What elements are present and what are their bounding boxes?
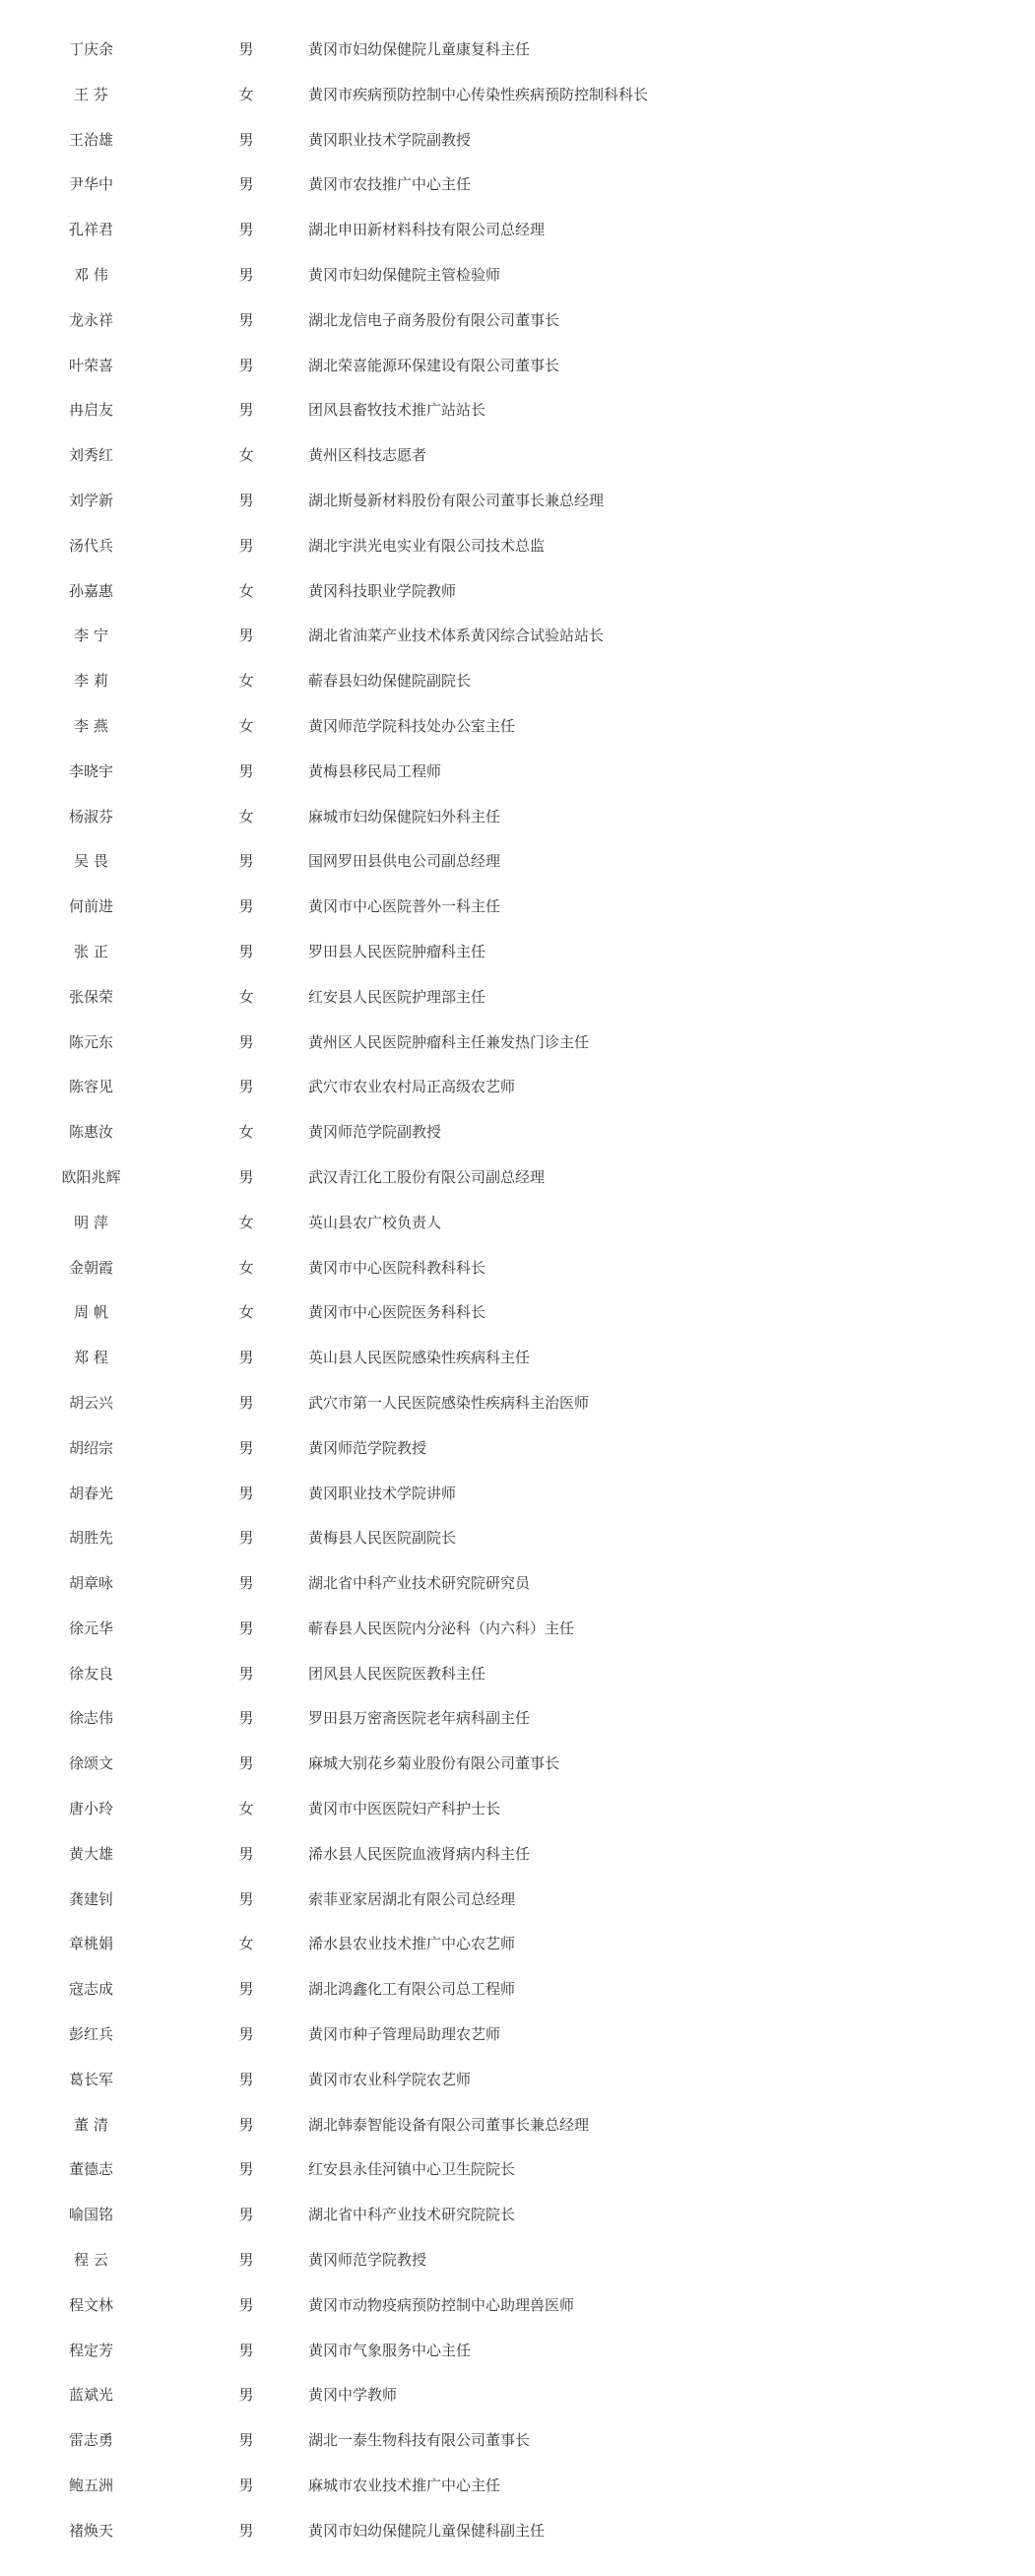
person-unit-title: 黄冈中学教师 — [308, 2386, 398, 2405]
person-name: 龚建钊 — [68, 1889, 113, 1908]
person-unit-title: 蕲春县人民医院内分泌科（内六科）主任 — [308, 1618, 575, 1637]
person-name: 雷志勇 — [68, 2431, 113, 2450]
person-unit-title: 湖北鸿鑫化工有限公司总工程师 — [308, 1980, 516, 1999]
person-name: 唐小玲 — [68, 1800, 113, 1818]
person-gender: 男 — [238, 1167, 254, 1186]
person-unit-title: 黄冈市农业科学院农艺师 — [308, 2070, 472, 2088]
person-name: 喻国铭 — [68, 2206, 113, 2224]
person-unit-title: 湖北申田新材料科技有限公司总经理 — [308, 221, 546, 239]
person-gender: 男 — [238, 2206, 254, 2224]
roster-row — [0, 2329, 1035, 2374]
person-gender: 女 — [238, 446, 254, 465]
person-name: 吴 畏 — [74, 852, 108, 871]
person-unit-title: 英山县人民医院感染性疾病科主任 — [308, 1349, 531, 1367]
roster-list — [0, 28, 1035, 2554]
person-unit-title: 浠水县人民医院血液肾病内科主任 — [308, 1844, 531, 1863]
person-name: 葛长军 — [68, 2070, 113, 2088]
person-gender: 男 — [238, 40, 254, 58]
roster-row — [0, 2147, 1035, 2193]
roster-row — [0, 1787, 1035, 1832]
person-gender: 男 — [238, 1349, 254, 1367]
person-name: 李 宁 — [74, 627, 108, 645]
person-unit-title: 黄冈师范学院教授 — [308, 1438, 427, 1457]
person-gender: 女 — [238, 1123, 254, 1142]
roster-row — [0, 1201, 1035, 1246]
person-unit-title: 黄冈师范学院科技处办公室主任 — [308, 716, 516, 735]
person-unit-title: 黄冈市中心医院科教科科长 — [308, 1258, 486, 1277]
roster-row — [0, 1516, 1035, 1561]
person-unit-title: 湖北龙信电子商务股份有限公司董事长 — [308, 310, 560, 329]
person-unit-title: 湖北斯曼新材料股份有限公司董事长兼总经理 — [308, 491, 605, 509]
person-gender: 男 — [238, 2251, 254, 2270]
roster-row — [0, 1290, 1035, 1336]
roster-row — [0, 1742, 1035, 1787]
roster-row — [0, 118, 1035, 164]
person-name: 刘学新 — [68, 491, 113, 509]
roster-row — [0, 253, 1035, 298]
person-unit-title: 红安县永佳河镇中心卫生院院长 — [308, 2160, 516, 2179]
person-gender: 男 — [238, 175, 254, 194]
roster-row — [0, 1381, 1035, 1426]
person-name: 胡胜先 — [68, 1529, 113, 1548]
roster-row — [0, 569, 1035, 615]
person-name: 叶荣喜 — [68, 356, 113, 374]
person-name: 李晓宇 — [68, 761, 113, 780]
person-name: 尹华中 — [68, 175, 113, 194]
person-name: 陈元东 — [68, 1032, 113, 1051]
person-gender: 女 — [238, 85, 254, 103]
person-gender: 男 — [238, 1709, 254, 1728]
person-gender: 女 — [238, 672, 254, 691]
roster-row — [0, 1832, 1035, 1878]
person-name: 鲍五洲 — [68, 2477, 113, 2495]
person-unit-title: 黄州区科技志愿者 — [308, 446, 427, 465]
person-gender: 男 — [238, 491, 254, 509]
person-name: 郑 程 — [74, 1349, 108, 1367]
person-unit-title: 黄梅县移民局工程师 — [308, 761, 442, 780]
person-name: 程文林 — [68, 2295, 113, 2314]
person-gender: 男 — [238, 761, 254, 780]
person-gender: 男 — [238, 2521, 254, 2540]
roster-row — [0, 1336, 1035, 1381]
roster-row — [0, 433, 1035, 479]
person-name: 黄大雄 — [68, 1844, 113, 1863]
person-gender: 男 — [238, 1032, 254, 1051]
person-gender: 男 — [238, 221, 254, 239]
roster-row — [0, 1021, 1035, 1066]
person-unit-title: 黄冈市动物疫病预防控制中心助理兽医师 — [308, 2295, 575, 2314]
person-gender: 男 — [238, 1889, 254, 1908]
person-gender: 男 — [238, 1844, 254, 1863]
person-unit-title: 黄冈市中医医院妇产科护士长 — [308, 1800, 501, 1818]
roster-row — [0, 2013, 1035, 2058]
person-name: 徐友良 — [68, 1664, 113, 1683]
person-unit-title: 黄冈市中心医院医务科科长 — [308, 1303, 486, 1322]
roster-row — [0, 1607, 1035, 1652]
person-unit-title: 武穴市农业农村局正高级农艺师 — [308, 1078, 516, 1096]
person-name: 徐志伟 — [68, 1709, 113, 1728]
person-gender: 男 — [238, 1618, 254, 1637]
roster-row — [0, 1967, 1035, 2013]
person-name: 彭红兵 — [68, 2025, 113, 2044]
person-gender: 男 — [238, 1438, 254, 1457]
person-name: 王 芬 — [74, 85, 108, 103]
roster-row — [0, 2418, 1035, 2464]
person-gender: 男 — [238, 1078, 254, 1096]
person-gender: 女 — [238, 987, 254, 1006]
person-unit-title: 湖北韩泰智能设备有限公司董事长兼总经理 — [308, 2115, 590, 2134]
roster-row — [0, 1246, 1035, 1291]
person-unit-title: 罗田县人民医院肿瘤科主任 — [308, 942, 486, 960]
roster-row — [0, 2373, 1035, 2418]
person-unit-title: 蕲春县妇幼保健院副院长 — [308, 672, 472, 691]
roster-row — [0, 1426, 1035, 1472]
person-unit-title: 黄冈师范学院教授 — [308, 2251, 427, 2270]
person-unit-title: 索菲亚家居湖北有限公司总经理 — [308, 1889, 516, 1908]
person-gender: 男 — [238, 942, 254, 960]
roster-row — [0, 885, 1035, 930]
roster-row — [0, 73, 1035, 118]
person-unit-title: 武汉青江化工股份有限公司副总经理 — [308, 1167, 546, 1186]
person-name: 徐元华 — [68, 1618, 113, 1637]
person-name: 刘秀红 — [68, 446, 113, 465]
person-gender: 男 — [238, 401, 254, 420]
person-name: 丁庆余 — [68, 40, 113, 58]
person-name: 冉启友 — [68, 401, 113, 420]
roster-row — [0, 163, 1035, 208]
person-name: 胡春光 — [68, 1484, 113, 1502]
person-name: 李 燕 — [74, 716, 108, 735]
person-gender: 男 — [238, 627, 254, 645]
person-gender: 男 — [238, 2070, 254, 2088]
roster-row — [0, 1652, 1035, 1697]
person-unit-title: 黄冈市妇幼保健院主管检验师 — [308, 265, 501, 284]
roster-row — [0, 1696, 1035, 1742]
person-unit-title: 黄冈职业技术学院副教授 — [308, 130, 472, 149]
person-gender: 男 — [238, 2431, 254, 2450]
roster-row — [0, 388, 1035, 433]
roster-row — [0, 614, 1035, 659]
roster-row — [0, 208, 1035, 253]
roster-row — [0, 524, 1035, 569]
roster-row — [0, 2058, 1035, 2103]
person-name: 寇志成 — [68, 1980, 113, 1999]
person-name: 胡云兴 — [68, 1393, 113, 1412]
roster-row — [0, 2509, 1035, 2554]
person-name: 陈容见 — [68, 1078, 113, 1096]
person-gender: 女 — [238, 1935, 254, 1953]
person-name: 明 萍 — [74, 1213, 108, 1231]
roster-row — [0, 2103, 1035, 2148]
person-name: 汤代兵 — [68, 536, 113, 555]
person-gender: 女 — [238, 581, 254, 600]
roster-row — [0, 1922, 1035, 1967]
person-name: 蓝斌光 — [68, 2386, 113, 2405]
roster-row — [0, 1472, 1035, 1517]
person-gender: 男 — [238, 2386, 254, 2405]
person-unit-title: 黄梅县人民医院副院长 — [308, 1529, 457, 1548]
person-unit-title: 黄冈市气象服务中心主任 — [308, 2341, 472, 2359]
roster-row — [0, 839, 1035, 885]
roster-row — [0, 1110, 1035, 1156]
person-unit-title: 麻城市妇幼保健院妇外科主任 — [308, 807, 501, 826]
person-gender: 男 — [238, 1529, 254, 1548]
person-gender: 男 — [238, 1574, 254, 1593]
person-unit-title: 黄冈师范学院副教授 — [308, 1123, 442, 1142]
person-unit-title: 湖北荣喜能源环保建设有限公司董事长 — [308, 356, 560, 374]
roster-row — [0, 659, 1035, 704]
roster-row — [0, 298, 1035, 344]
person-unit-title: 国网罗田县供电公司副总经理 — [308, 852, 501, 871]
person-unit-title: 罗田县万密斋医院老年病科副主任 — [308, 1709, 531, 1728]
person-unit-title: 湖北宇洪光电实业有限公司技术总监 — [308, 536, 546, 555]
person-name: 陈惠汝 — [68, 1123, 113, 1142]
person-gender: 男 — [238, 1393, 254, 1412]
roster-row — [0, 28, 1035, 73]
person-unit-title: 团风县畜牧技术推广站站长 — [308, 401, 486, 420]
person-unit-title: 麻城市农业技术推广中心主任 — [308, 2477, 501, 2495]
person-name: 周 帆 — [74, 1303, 108, 1322]
roster-row — [0, 1878, 1035, 1923]
person-unit-title: 黄冈职业技术学院讲师 — [308, 1484, 457, 1502]
person-name: 董德志 — [68, 2160, 113, 2179]
person-name: 龙永祥 — [68, 310, 113, 329]
person-unit-title: 团风县人民医院医教科主任 — [308, 1664, 486, 1683]
person-name: 杨淑芬 — [68, 807, 113, 826]
person-name: 胡绍宗 — [68, 1438, 113, 1457]
person-name: 章桃娟 — [68, 1935, 113, 1953]
person-gender: 男 — [238, 2160, 254, 2179]
person-gender: 男 — [238, 1484, 254, 1502]
roster-row — [0, 2464, 1035, 2509]
person-gender: 男 — [238, 2295, 254, 2314]
person-unit-title: 湖北省中科产业技术研究院院长 — [308, 2206, 516, 2224]
person-gender: 男 — [238, 852, 254, 871]
person-name: 李 莉 — [74, 672, 108, 691]
person-gender: 男 — [238, 2477, 254, 2495]
person-gender: 女 — [238, 716, 254, 735]
roster-row — [0, 1065, 1035, 1110]
person-unit-title: 黄冈市疾病预防控制中心传染性疾病预防控制科科长 — [308, 85, 649, 103]
person-unit-title: 黄冈市妇幼保健院儿童保健科副主任 — [308, 2521, 546, 2540]
person-gender: 男 — [238, 2025, 254, 2044]
roster-row — [0, 750, 1035, 795]
person-name: 孙嘉惠 — [68, 581, 113, 600]
person-gender: 女 — [238, 1303, 254, 1322]
person-unit-title: 红安县人民医院护理部主任 — [308, 987, 486, 1006]
person-name: 王治雄 — [68, 130, 113, 149]
person-gender: 女 — [238, 1213, 254, 1231]
person-name: 徐颂文 — [68, 1754, 113, 1773]
person-name: 程 云 — [74, 2251, 108, 2270]
person-unit-title: 英山县农广校负责人 — [308, 1213, 442, 1231]
person-gender: 男 — [238, 265, 254, 284]
person-name: 金朝霞 — [68, 1258, 113, 1277]
roster-row — [0, 795, 1035, 840]
person-gender: 女 — [238, 1258, 254, 1277]
person-name: 何前进 — [68, 897, 113, 916]
person-gender: 女 — [238, 1800, 254, 1818]
person-unit-title: 黄冈市妇幼保健院儿童康复科主任 — [308, 40, 531, 58]
person-name: 邓 伟 — [74, 265, 108, 284]
person-gender: 男 — [238, 310, 254, 329]
person-unit-title: 浠水县农业技术推广中心农艺师 — [308, 1935, 516, 1953]
person-unit-title: 湖北省油菜产业技术体系黄冈综合试验站站长 — [308, 627, 605, 645]
person-unit-title: 黄冈科技职业学院教师 — [308, 581, 457, 600]
person-unit-title: 湖北省中科产业技术研究院研究员 — [308, 1574, 531, 1593]
person-unit-title: 黄冈市中心医院普外一科主任 — [308, 897, 501, 916]
person-name: 孔祥君 — [68, 221, 113, 239]
person-gender: 男 — [238, 897, 254, 916]
roster-row — [0, 704, 1035, 750]
person-unit-title: 黄冈市种子管理局助理农艺师 — [308, 2025, 501, 2044]
person-name: 褚焕天 — [68, 2521, 113, 2540]
person-name: 张 正 — [74, 942, 108, 960]
person-gender: 男 — [238, 356, 254, 374]
person-name: 张保荣 — [68, 987, 113, 1006]
person-unit-title: 黄冈市农技推广中心主任 — [308, 175, 472, 194]
roster-row — [0, 344, 1035, 389]
person-unit-title: 麻城大别花乡菊业股份有限公司董事长 — [308, 1754, 560, 1773]
person-gender: 男 — [238, 2115, 254, 2134]
person-unit-title: 黄州区人民医院肿瘤科主任兼发热门诊主任 — [308, 1032, 590, 1051]
roster-row — [0, 1156, 1035, 1201]
person-gender: 女 — [238, 807, 254, 826]
person-gender: 男 — [238, 1980, 254, 1999]
person-gender: 男 — [238, 1664, 254, 1683]
roster-row — [0, 2283, 1035, 2329]
person-name: 董 清 — [74, 2115, 108, 2134]
person-name: 胡章咏 — [68, 1574, 113, 1593]
person-name: 欧阳兆辉 — [61, 1167, 121, 1186]
person-gender: 男 — [238, 2341, 254, 2359]
roster-row — [0, 479, 1035, 524]
roster-row — [0, 930, 1035, 975]
roster-row — [0, 2193, 1035, 2238]
roster-row — [0, 975, 1035, 1021]
person-gender: 男 — [238, 1754, 254, 1773]
person-unit-title: 武穴市第一人民医院感染性疾病科主治医师 — [308, 1393, 590, 1412]
person-gender: 男 — [238, 536, 254, 555]
person-gender: 男 — [238, 130, 254, 149]
person-name: 程定芳 — [68, 2341, 113, 2359]
person-unit-title: 湖北一泰生物科技有限公司董事长 — [308, 2431, 531, 2450]
roster-row — [0, 2238, 1035, 2283]
roster-row — [0, 1561, 1035, 1607]
